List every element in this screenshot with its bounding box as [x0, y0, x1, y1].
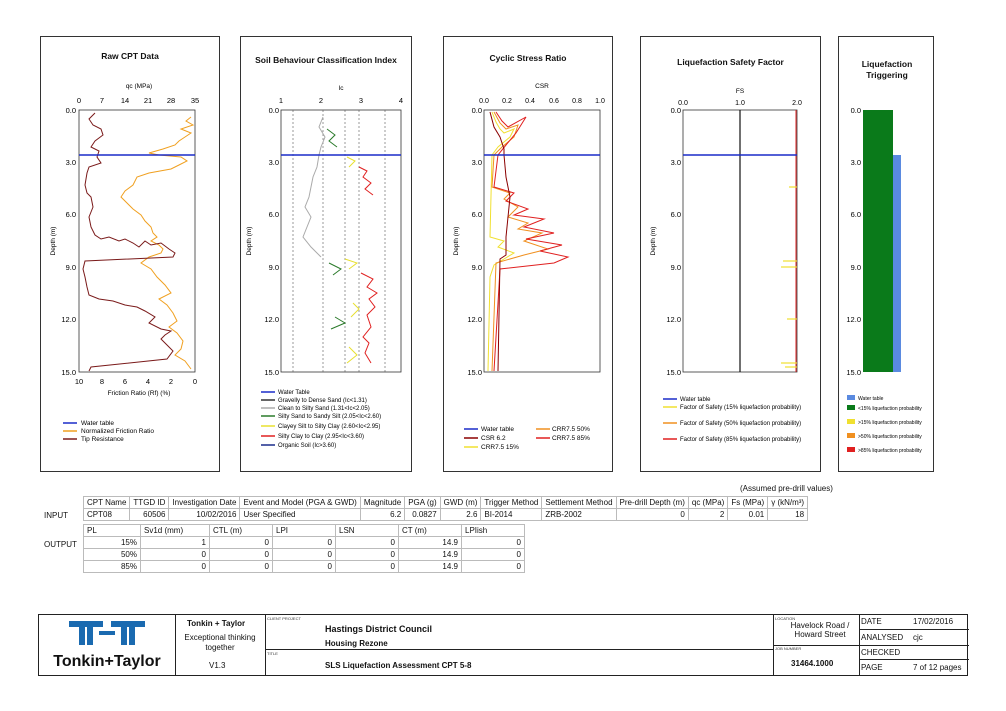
output-cell: 50%: [84, 549, 141, 561]
output-cell: 0: [336, 561, 399, 573]
input-header: TTGD ID: [130, 497, 169, 509]
depth-tick: 12.0: [467, 315, 482, 324]
fs-tick: 0.0: [678, 100, 688, 107]
qc-axis-label: qc (MPa): [125, 83, 153, 90]
csr-tick: 0.6: [549, 98, 559, 105]
input-header: GWD (m): [440, 497, 481, 509]
output-cell: 0: [462, 537, 525, 549]
logo-text: Tonkin+Taylor: [53, 653, 161, 670]
legend: [63, 420, 154, 443]
depth-tick: 15.0: [846, 368, 861, 377]
legend: [663, 397, 801, 443]
input-value: User Specified: [240, 509, 360, 521]
csr-chart: [444, 37, 614, 473]
depth-ticks: [666, 106, 681, 377]
panel-title: Liquefaction Triggering: [861, 59, 913, 80]
depth-tick: 3.0: [471, 158, 482, 167]
csr-tick: 0.2: [502, 98, 512, 105]
depth-tick: 12.0: [264, 315, 279, 324]
input-value: 0.0827: [405, 509, 440, 521]
depth-ticks: [61, 106, 76, 377]
title-block: [38, 614, 968, 676]
input-value: 6.2: [360, 509, 404, 521]
location: Havelock Road / Howard Street: [790, 621, 850, 639]
input-value: 10/02/2016: [169, 509, 240, 521]
job-number-label: JOB NUMBER: [775, 646, 802, 651]
depth-tick: 9.0: [850, 263, 861, 272]
input-header: Event and Model (PGA & GWD): [240, 497, 360, 509]
legend-label: Organic Soil (Ic>3.60): [278, 443, 337, 449]
csr-tick: 0.4: [525, 98, 535, 105]
legend-label: CRR7.5 15%: [481, 444, 519, 451]
rf-axis-label: Friction Ratio (Rf) (%): [107, 390, 171, 397]
legend-label: Water table: [481, 426, 514, 433]
ic-axis-label: Ic: [338, 85, 344, 92]
input-value: BI-2014: [481, 509, 542, 521]
csr-axis-label: CSR: [535, 83, 549, 90]
trigger-low-bar: [863, 110, 893, 372]
legend-label: >50% liquefaction probability: [858, 434, 922, 440]
depth-ticks: [846, 106, 861, 377]
input-value: CPT08: [84, 509, 130, 521]
legend-label: Clean to Silty Sand (1.31<Ic<2.05): [278, 406, 370, 412]
date-label: DATE: [861, 617, 882, 626]
qc-tick: 35: [190, 96, 200, 105]
legend-label: Water table: [680, 397, 711, 403]
panel-title: Cyclic Stress Ratio: [489, 53, 567, 63]
plot-frame: [281, 110, 401, 372]
depth-tick: 15.0: [264, 368, 279, 377]
input-value: ZRB-2002: [542, 509, 616, 521]
output-header: LPIish: [462, 525, 525, 537]
panel-title: Soil Behaviour Classification Index: [255, 55, 397, 65]
input-header: Trigger Method: [481, 497, 542, 509]
output-cell: 0: [336, 549, 399, 561]
fs-ticks: [678, 100, 802, 107]
panel-raw-cpt: [40, 36, 220, 472]
company-name: Tonkin + Taylor: [187, 619, 246, 628]
tt-logo-icon: [41, 617, 173, 653]
checked-label: CHECKED: [861, 648, 901, 657]
output-header: LSN: [336, 525, 399, 537]
input-header: Investigation Date: [169, 497, 240, 509]
depth-tick: 15.0: [61, 368, 76, 377]
output-cell: 0: [210, 549, 273, 561]
rf-tick: 8: [99, 377, 105, 386]
ic-tick: 3: [358, 96, 364, 105]
input-value: 60506: [130, 509, 169, 521]
output-table: [83, 524, 525, 573]
ic-silty-clay-line: [359, 167, 377, 363]
location-label: LOCATION: [775, 616, 796, 621]
rf-tick: 4: [145, 377, 151, 386]
fs-axis-label: FS: [735, 88, 745, 95]
qc-tick: 0: [76, 96, 82, 105]
company-logo: [41, 617, 173, 675]
fs-chart: [641, 37, 822, 473]
output-header: PL: [84, 525, 141, 537]
input-value: 2: [688, 509, 727, 521]
client-project-label: CLIENT PROJECT: [267, 616, 301, 621]
output-header-row: [84, 525, 525, 537]
client-name: Hastings District Council: [325, 624, 433, 634]
depth-tick: 9.0: [268, 263, 279, 272]
depth-tick: 6.0: [65, 210, 76, 219]
legend-label: Water table: [81, 420, 114, 427]
panel-sbt-index: [240, 36, 412, 472]
output-row-label: OUTPUT: [44, 540, 77, 549]
depth-tick: 6.0: [670, 210, 681, 219]
depth-tick: 0.0: [850, 106, 861, 115]
panel-csr: [443, 36, 613, 472]
legend-label: Water table: [858, 396, 884, 402]
output-cell: 0: [210, 537, 273, 549]
legend-label: >15% liquefaction probability: [858, 420, 922, 426]
depth-tick: 0.0: [268, 106, 279, 115]
input-row-label: INPUT: [44, 511, 68, 520]
panel-triggering: [838, 36, 934, 472]
legend: [261, 390, 381, 449]
output-cell: 15%: [84, 537, 141, 549]
depth-axis-label: Depth (m): [453, 226, 460, 256]
input-value: 0.01: [728, 509, 768, 521]
legend-label: Factor of Safety (50% liquefaction probability): [680, 421, 802, 427]
depth-tick: 15.0: [666, 368, 681, 377]
output-row: [84, 561, 525, 573]
input-header: Settlement Method: [542, 497, 616, 509]
ic-clayey-silt-line: [345, 157, 359, 363]
crr85-line: [494, 112, 568, 371]
input-value: 2.6: [440, 509, 481, 521]
input-value: 0: [616, 509, 688, 521]
ic-ticks: [279, 96, 403, 105]
output-cell: 85%: [84, 561, 141, 573]
triggering-chart: [839, 37, 935, 473]
assumed-note: (Assumed pre-drill values): [740, 484, 833, 493]
job-number: 31464.1000: [791, 659, 834, 668]
date: 17/02/2016: [913, 617, 954, 626]
output-cell: 0: [462, 561, 525, 573]
legend-label: CRR7.5 85%: [552, 435, 590, 442]
input-header: Pre-drill Depth (m): [616, 497, 688, 509]
panel-title: Raw CPT Data: [101, 51, 159, 61]
output-cell: 14.9: [399, 561, 462, 573]
panel-safety-factor: [640, 36, 821, 472]
output-row: [84, 549, 525, 561]
trigger-water-table-bar: [893, 155, 901, 372]
output-cell: 0: [210, 561, 273, 573]
depth-tick: 9.0: [65, 263, 76, 272]
output-cell: 14.9: [399, 549, 462, 561]
csr-ticks: [479, 98, 605, 105]
depth-tick: 3.0: [268, 158, 279, 167]
analysed: cjc: [913, 633, 923, 642]
output-cell: 0: [273, 549, 336, 561]
depth-tick: 6.0: [850, 210, 861, 219]
output-header: LPI: [273, 525, 336, 537]
qc-ticks: [77, 96, 199, 105]
legend-label: CRR7.5 50%: [552, 426, 590, 433]
depth-tick: 6.0: [471, 210, 482, 219]
ic-tick: 1: [278, 96, 284, 105]
analysed-label: ANALYSED: [861, 633, 904, 642]
legend-label: Factor of Safety (85% liquefaction probability): [680, 437, 802, 443]
drawing-title: SLS Liquefaction Assessment CPT 5-8: [325, 661, 472, 670]
depth-axis-label: Depth (m): [650, 226, 657, 256]
depth-tick: 6.0: [268, 210, 279, 219]
output-cell: 0: [273, 561, 336, 573]
plot-frame: [484, 110, 600, 372]
rf-tick: 6: [122, 377, 128, 386]
legend-label: Normalized Friction Ratio: [81, 428, 154, 435]
csr-tick: 1.0: [595, 98, 605, 105]
legend-label: Water Table: [278, 390, 310, 396]
legend-label: Tip Resistance: [81, 436, 124, 443]
sbt-chart: [241, 37, 413, 473]
page-number: 7 of 12 pages: [913, 663, 962, 672]
legend-label: Clayey Silt to Silty Clay (2.60<Ic<2.95): [278, 424, 381, 430]
depth-axis-label: Depth (m): [50, 226, 57, 256]
legend-label: <15% liquefaction probability: [858, 406, 922, 412]
depth-tick: 9.0: [471, 263, 482, 272]
legend-label: Factor of Safety (15% liquefaction probability): [680, 405, 802, 411]
depth-tick: 15.0: [467, 368, 482, 377]
input-header: γ (kN/m³): [768, 497, 808, 509]
version: V1.3: [209, 661, 226, 670]
csr-tick: 0.8: [572, 98, 582, 105]
depth-tick: 3.0: [65, 158, 76, 167]
output-cell: 0: [141, 561, 210, 573]
depth-tick: 0.0: [65, 106, 76, 115]
depth-tick: 12.0: [666, 315, 681, 324]
rf-tick: 10: [74, 377, 84, 386]
output-cell: 0: [141, 549, 210, 561]
input-header: Magnitude: [360, 497, 404, 509]
depth-ticks: [467, 106, 482, 377]
legend-label: CSR 6.2: [481, 435, 506, 442]
ic-tick: 2: [318, 96, 324, 105]
csr-tick: 0.0: [479, 98, 489, 105]
qc-tick: 28: [166, 96, 176, 105]
rf-tick: 2: [168, 377, 174, 386]
legend: [847, 395, 922, 454]
output-row: [84, 537, 525, 549]
depth-tick: 9.0: [670, 263, 681, 272]
legend-label: Silty Clay to Clay (2.95<Ic<3.60): [278, 434, 365, 440]
page-label: PAGE: [861, 663, 883, 672]
depth-tick: 12.0: [61, 315, 76, 324]
input-header: PGA (g): [405, 497, 440, 509]
depth-ticks: [264, 106, 279, 377]
depth-tick: 3.0: [850, 158, 861, 167]
qc-tick: 21: [143, 96, 153, 105]
output-cell: 1: [141, 537, 210, 549]
input-header: Fs (MPa): [728, 497, 768, 509]
rf-ticks: [75, 377, 197, 386]
rf-tick: 0: [192, 377, 198, 386]
qc-tick: 7: [99, 96, 105, 105]
fs-tick: 2.0: [792, 100, 802, 107]
legend-label: >85% liquefaction probability: [858, 448, 922, 454]
fs-tick: 1.0: [735, 100, 745, 107]
company-tagline: Exceptional thinking together: [184, 633, 256, 652]
ic-silty-sand-line: [327, 129, 345, 329]
depth-tick: 0.0: [471, 106, 482, 115]
output-header: CT (m): [399, 525, 462, 537]
depth-tick: 0.0: [670, 106, 681, 115]
qc-tick: 14: [120, 96, 130, 105]
ic-clean-sand-line: [303, 117, 325, 257]
legend: [464, 426, 590, 451]
panel-title: Liquefaction Safety Factor: [677, 57, 784, 67]
project-name: Housing Rezone: [325, 639, 388, 648]
legend-label: Silty Sand to Sandy Silt (2.05<Ic<2.60): [278, 414, 382, 420]
input-value-row: [84, 509, 808, 521]
output-cell: 0: [462, 549, 525, 561]
output-cell: 0: [273, 537, 336, 549]
legend-label: Gravelly to Dense Sand (Ic<1.31): [278, 398, 367, 404]
tip-resistance-line: [83, 113, 175, 371]
input-value: 18: [768, 509, 808, 521]
input-header: qc (MPa): [688, 497, 727, 509]
raw-cpt-chart: [41, 37, 221, 473]
output-header: CTL (m): [210, 525, 273, 537]
output-header: Sv1d (mm): [141, 525, 210, 537]
output-cell: 14.9: [399, 537, 462, 549]
input-table: [83, 496, 808, 521]
input-header-row: [84, 497, 808, 509]
input-header: CPT Name: [84, 497, 130, 509]
title-label: TITLE: [267, 651, 278, 656]
depth-tick: 12.0: [846, 315, 861, 324]
depth-tick: 3.0: [670, 158, 681, 167]
fs-yellow-marks: [781, 187, 797, 367]
depth-axis-label: Depth (m): [246, 226, 253, 256]
ic-tick: 4: [398, 96, 404, 105]
output-cell: 0: [336, 537, 399, 549]
